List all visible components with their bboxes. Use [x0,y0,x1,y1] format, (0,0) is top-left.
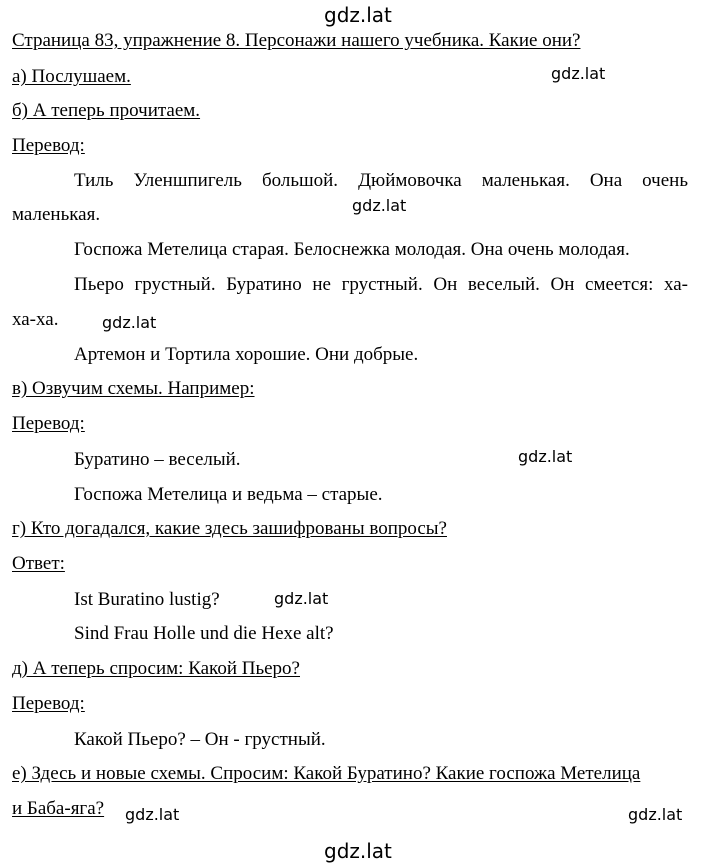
watermark: gdz.lat [551,64,606,83]
paragraph-line: ха-ха. [12,309,59,330]
watermark: gdz.lat [352,196,407,215]
paragraph-line: Госпожа Метелица и ведьма – старые. [74,484,383,505]
paragraph-line: Ist Buratino lustig? [74,589,220,610]
watermark: gdz.lat [102,313,157,332]
answer-label: Ответ: [12,553,65,574]
section-e-heading: е) Здесь и новые схемы. Спросим: Какой Буратино? Какие госпожа Метелица [12,763,641,784]
translation-label: Перевод: [12,135,85,156]
paragraph-line: Тиль Уленшпигель большой. Дюймовочка маленькая. Она очень [74,170,688,191]
watermark-bottom: gdz.lat [324,839,392,863]
paragraph-line: Артемон и Тортила хорошие. Они добрые. [74,344,419,365]
section-g-heading: г) Кто догадался, какие здесь зашифрованы вопросы? [12,518,447,539]
translation-label: Перевод: [12,413,85,434]
paragraph-line: Какой Пьеро? – Он - грустный. [74,729,326,750]
section-b-heading: б) А теперь прочитаем. [12,100,201,121]
translation-label: Перевод: [12,693,85,714]
watermark: gdz.lat [628,805,683,824]
paragraph-line: Sind Frau Holle und die Hexe alt? [74,623,334,644]
section-d-heading: д) А теперь спросим: Какой Пьеро? [12,658,300,679]
section-a-heading: а) Послушаем. [12,66,131,87]
watermark: gdz.lat [125,805,180,824]
section-v-heading: в) Озвучим схемы. Например: [12,378,255,399]
paragraph-line: маленькая. [12,204,101,225]
watermark: gdz.lat [274,589,329,608]
paragraph-line: Пьеро грустный. Буратино не грустный. Он веселый. Он смеется: ха- [74,274,688,295]
watermark: gdz.lat [518,447,573,466]
paragraph-line: Госпожа Метелица старая. Белоснежка молодая. Она очень молодая. [74,239,630,260]
section-e-heading-cont: и Баба-яга? [12,798,105,819]
exercise-header: Страница 83, упражнение 8. Персонажи нашего учебника. Какие они? [12,30,581,51]
watermark-top: gdz.lat [324,3,392,27]
paragraph-line: Буратино – веселый. [74,449,241,470]
